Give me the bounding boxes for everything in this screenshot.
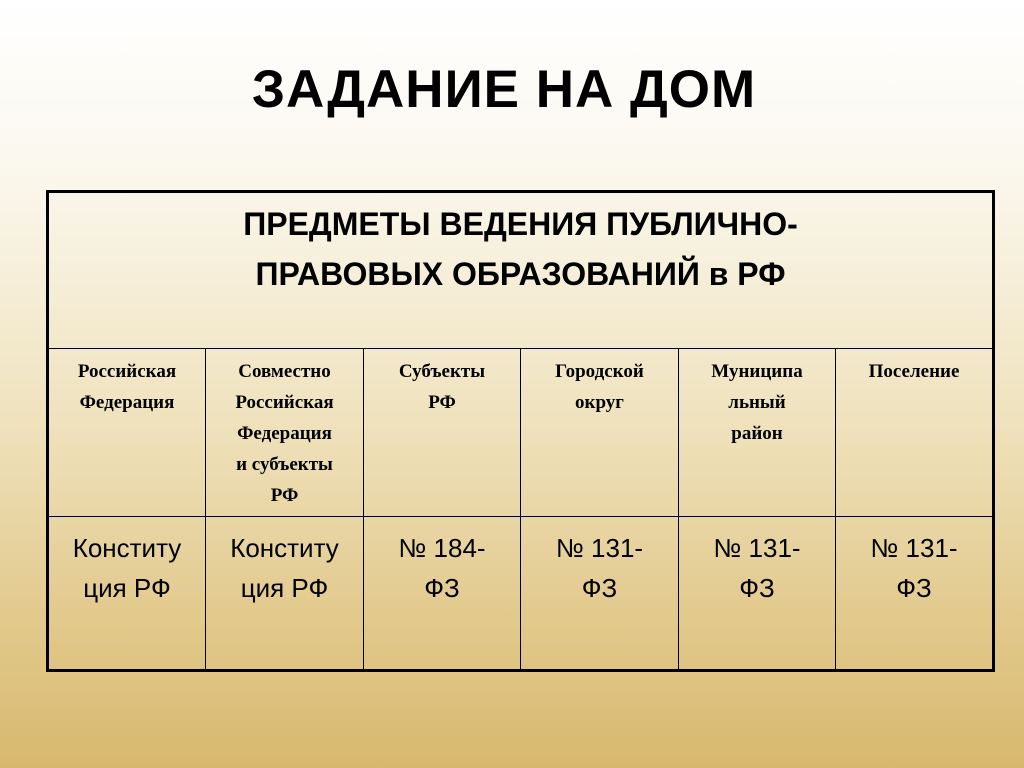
header-line: округ xyxy=(575,392,624,413)
table-cell xyxy=(679,517,836,671)
header-line: Российская xyxy=(235,392,334,413)
header-line: Российская xyxy=(77,361,177,382)
table-title-row xyxy=(48,192,994,349)
value-line: ФЗ xyxy=(739,573,775,603)
header-line: Муниципа xyxy=(711,361,803,382)
value-line: № 131- xyxy=(713,533,801,563)
value-line: Конститу xyxy=(230,533,339,563)
subjects-table xyxy=(46,190,995,672)
header-line: Федерация xyxy=(237,423,332,444)
header-line: льный xyxy=(728,392,786,413)
header-line: Федерация xyxy=(79,392,175,413)
column-header-settlement xyxy=(836,349,994,517)
column-header-russian-federation xyxy=(48,349,206,517)
value-line: № 131- xyxy=(870,533,958,563)
column-header-subjects xyxy=(364,349,521,517)
table-title-line-2: ПРАВОВЫХ ОБРАЗОВАНИЙ в РФ xyxy=(255,256,786,292)
table-cell xyxy=(48,517,206,671)
table-header-row xyxy=(48,349,994,517)
slide-title: ЗАДАНИЕ НА ДОМ xyxy=(251,60,757,119)
column-header-municipal-district xyxy=(679,349,836,517)
header-line: Совместно xyxy=(238,361,331,382)
column-header-city-district xyxy=(521,349,679,517)
value-line: ция РФ xyxy=(240,573,329,603)
value-line: ФЗ xyxy=(896,573,932,603)
table-cell xyxy=(836,517,994,671)
table-title-cell xyxy=(48,192,994,349)
value-line: ция РФ xyxy=(83,573,171,603)
table-cell xyxy=(364,517,521,671)
table-value-row xyxy=(48,517,994,671)
header-line: район xyxy=(731,423,783,444)
header-line: Субъекты xyxy=(398,361,486,382)
header-line: Городской xyxy=(555,361,644,382)
table-cell xyxy=(206,517,364,671)
value-line: ФЗ xyxy=(581,573,618,603)
value-line: № 184- xyxy=(398,533,486,563)
table-title-line-1: ПРЕДМЕТЫ ВЕДЕНИЯ ПУБЛИЧНО- xyxy=(243,206,798,242)
header-line: РФ xyxy=(270,485,299,506)
header-line: и субъекты xyxy=(236,454,333,475)
header-line: РФ xyxy=(428,392,456,413)
column-header-joint xyxy=(206,349,364,517)
header-line: Поселение xyxy=(868,361,960,382)
value-line: ФЗ xyxy=(424,573,460,603)
value-line: № 131- xyxy=(555,533,644,563)
table-cell xyxy=(521,517,679,671)
value-line: Конститу xyxy=(72,533,182,563)
